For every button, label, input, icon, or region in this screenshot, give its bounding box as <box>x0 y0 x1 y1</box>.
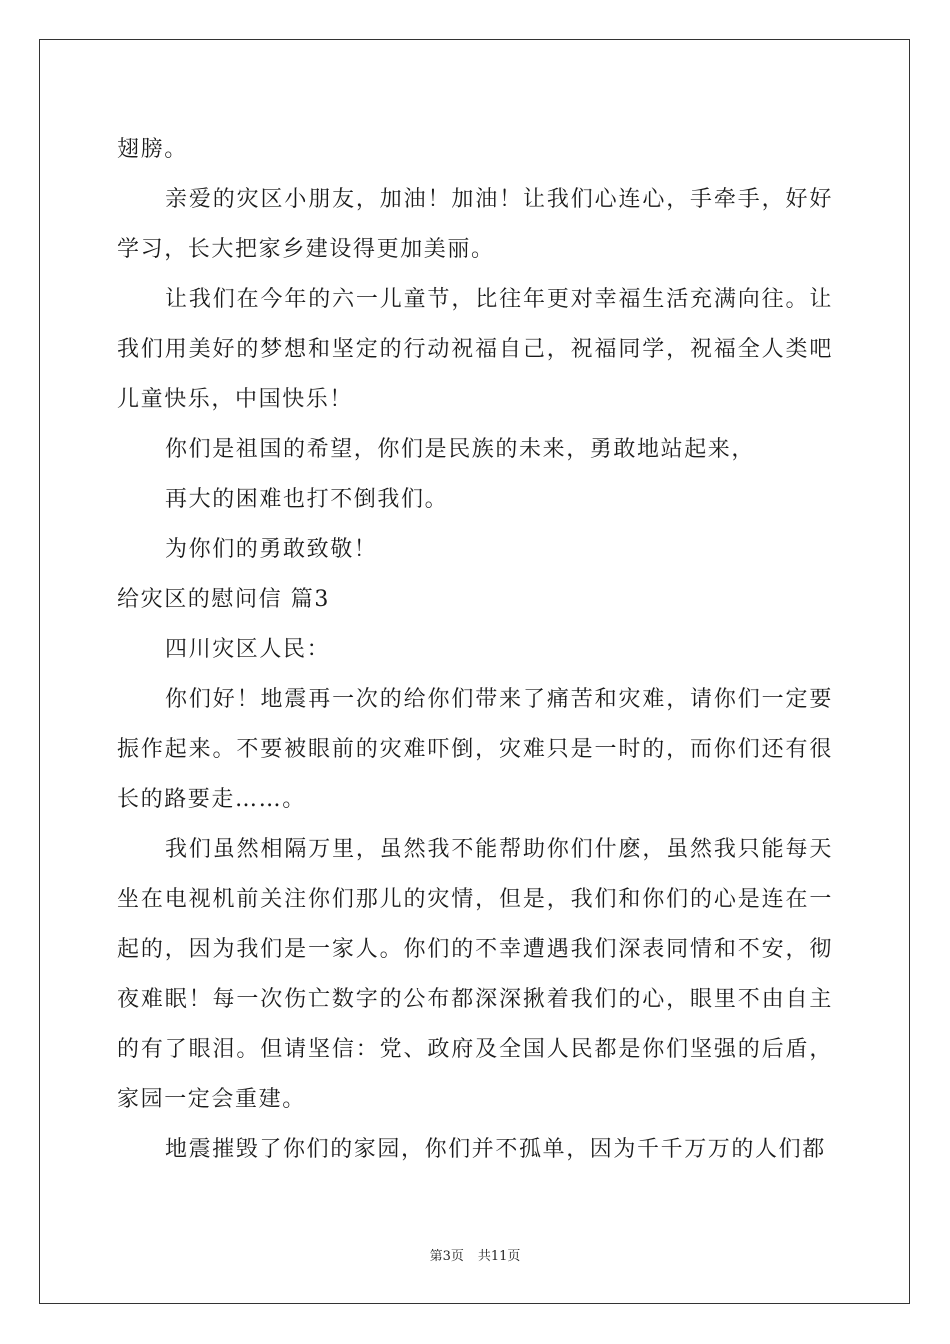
paragraph-5: 再大的困难也打不倒我们。 <box>165 487 449 512</box>
page-footer <box>0 1248 950 1266</box>
paragraph-10: 我们虽然相隔万里，虽然我不能帮助你们什麽，虽然我只能每天坐在电视机前关注你们那儿的灾情，但是，我们和你们的心是连在一起的，因为我们是一家人。你们的不幸遭遇我们深表同情和不安，彻夜难眠！每一次伤亡数字的公布都深深揪着我们的心，眼里不由自主的有了眼泪。但请坚信：党、政府及全国人民都是你们坚强的后盾，家园一定会重建。 <box>117 837 833 1112</box>
paragraph-6: 为你们的勇敢致敬！ <box>165 537 378 562</box>
salutation: 四川灾区人民： <box>165 637 331 662</box>
paragraph-2: 亲爱的灾区小朋友，加油！加油！让我们心连心，手牵手，好好学习，长大把家乡建设得更加美丽。 <box>117 187 833 262</box>
document-body <box>117 125 833 1175</box>
paragraph-4: 你们是祖国的希望，你们是民族的未来，勇敢地站起来， <box>165 437 756 462</box>
paragraph-9: 你们好！地震再一次的给你们带来了痛苦和灾难，请你们一定要振作起来。不要被眼前的灾难吓倒，灾难只是一时的，而你们还有很长的路要走……。 <box>117 687 833 812</box>
page-total: 共11页 <box>477 1249 521 1264</box>
page-number: 第3页 <box>429 1249 464 1264</box>
paragraph-1: 翅膀。 <box>117 137 188 162</box>
paragraph-3: 让我们在今年的六一儿童节，比往年更对幸福生活充满向往。让我们用美好的梦想和坚定的行动祝福自己，祝福同学，祝福全人类吧儿童快乐，中国快乐！ <box>117 287 833 412</box>
paragraph-11: 地震摧毁了你们的家园，你们并不孤单，因为千千万万的人们都 <box>165 1137 826 1162</box>
section-heading: 给灾区的慰问信 篇3 <box>117 587 330 612</box>
